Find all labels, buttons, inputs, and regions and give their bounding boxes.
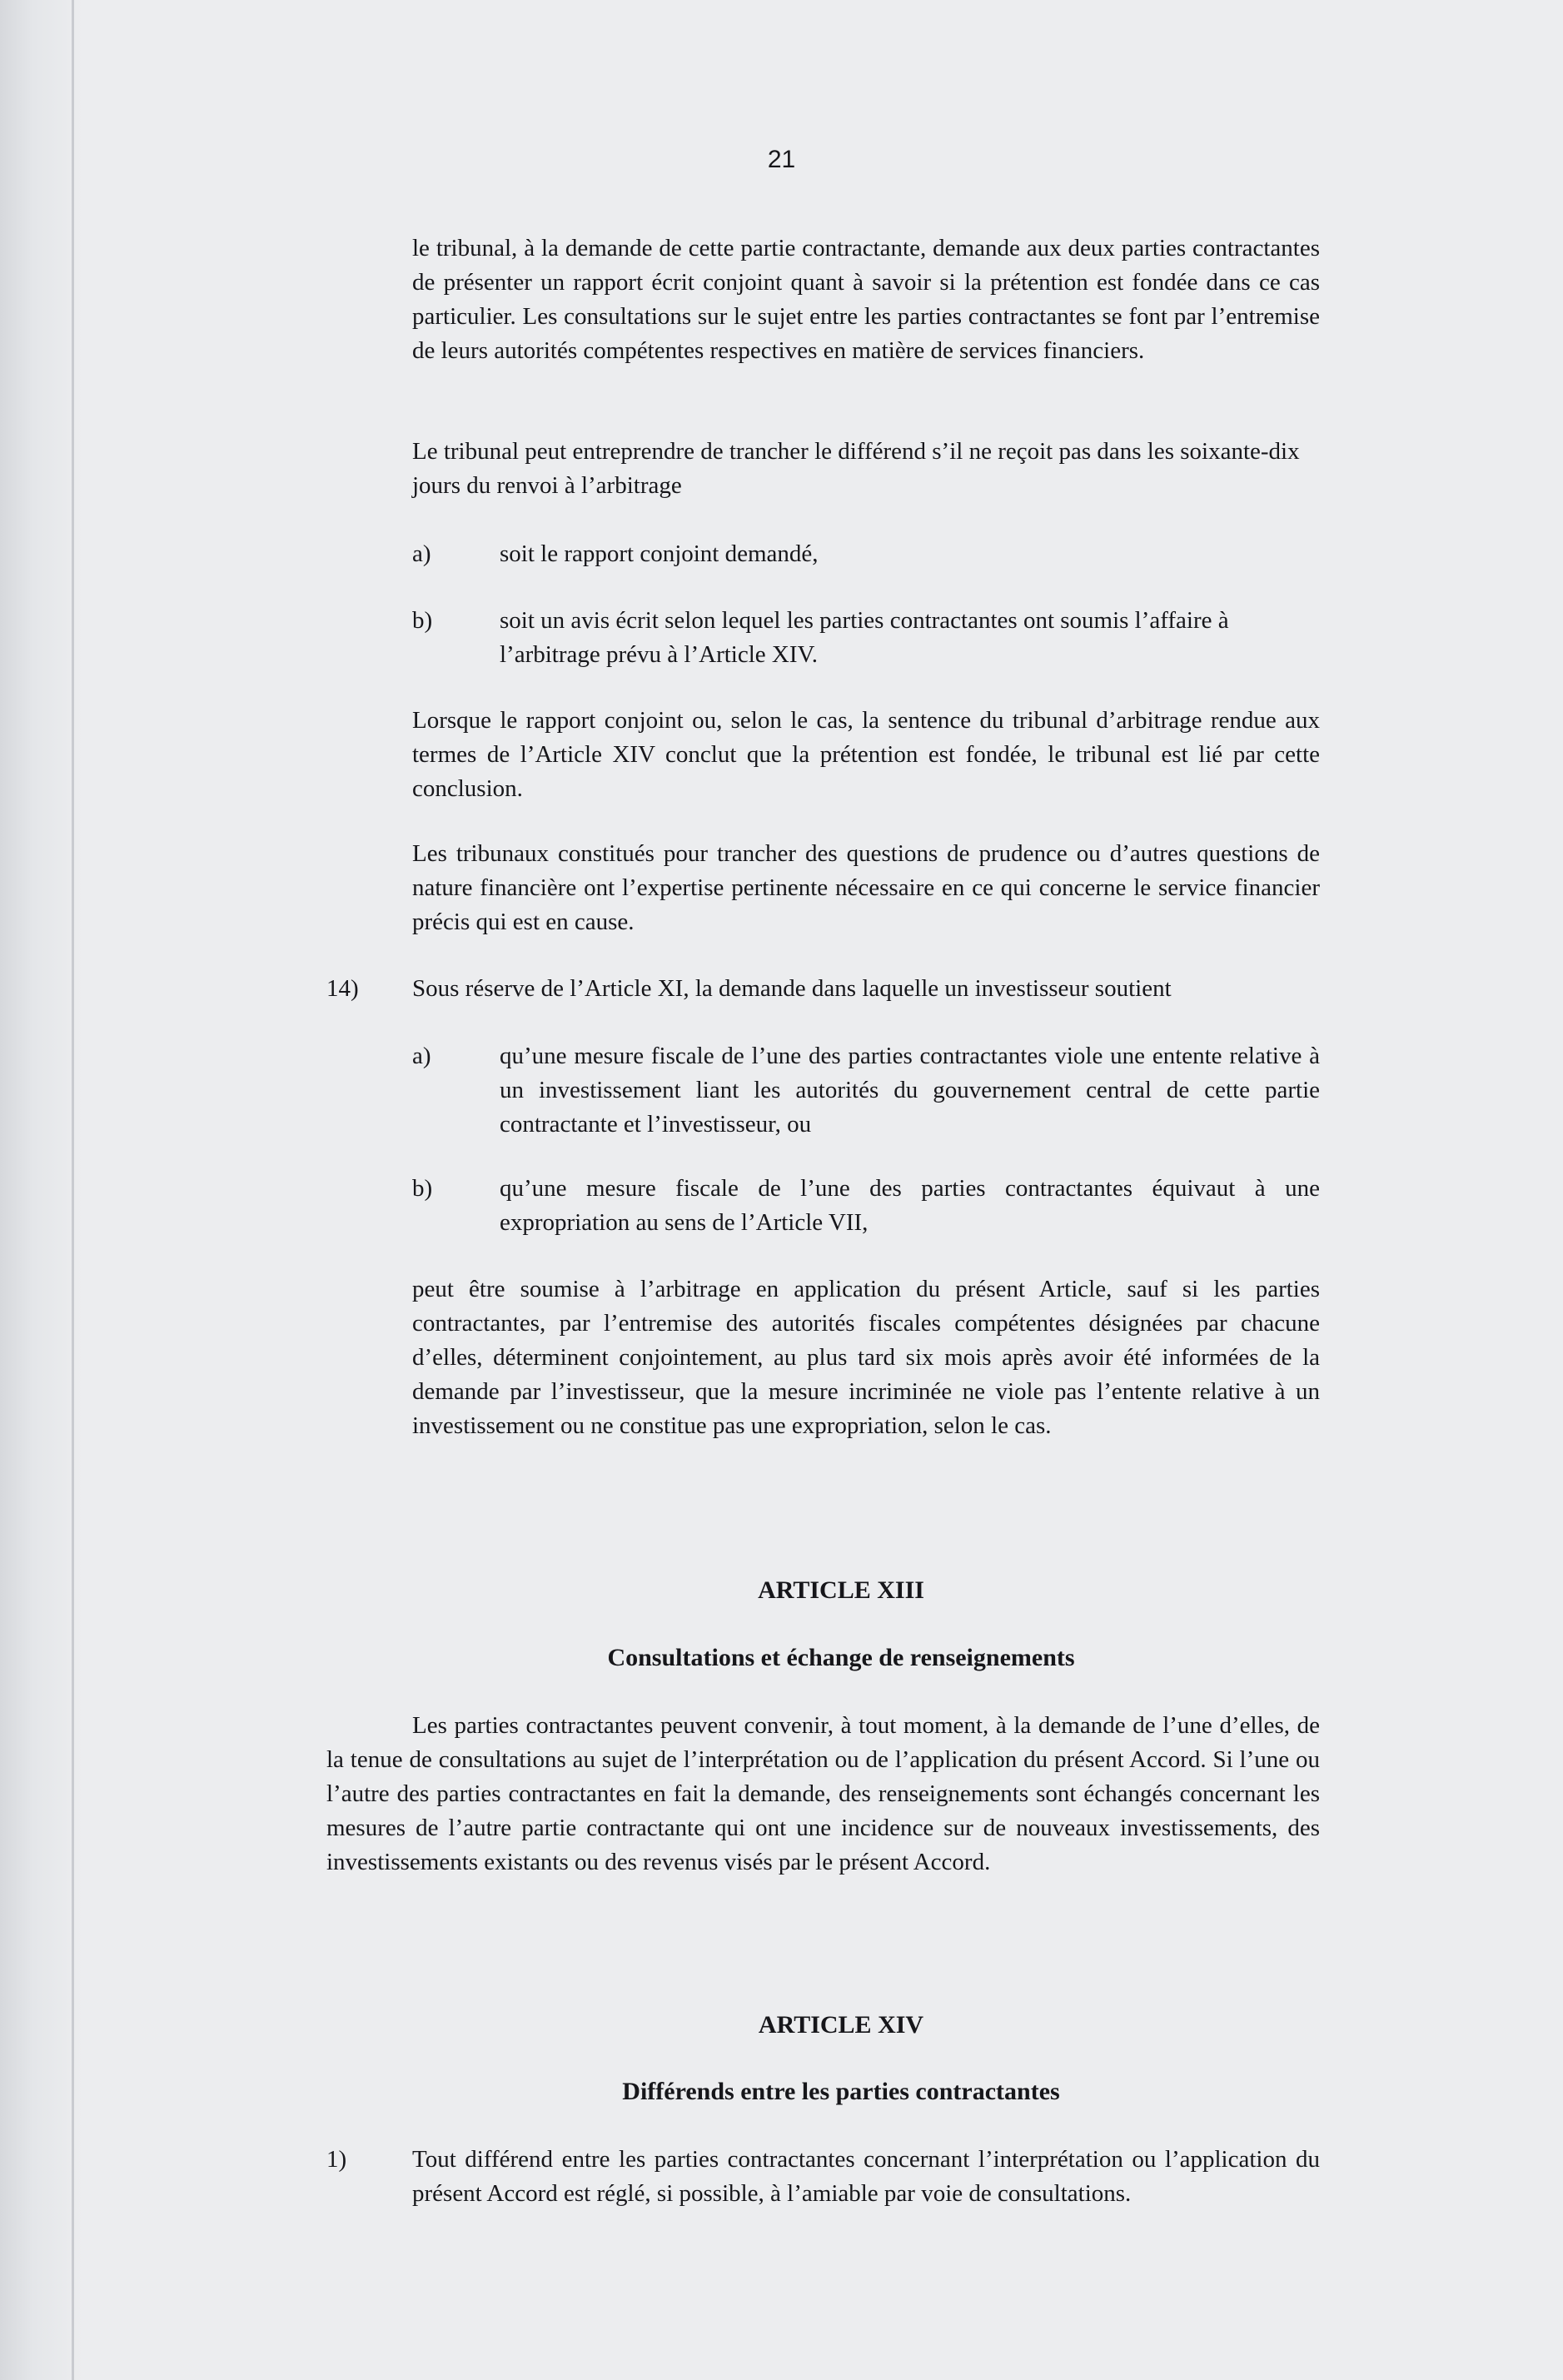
item-label-b: b) [412, 607, 433, 634]
paragraph-tribunal-expertise: Les tribunaux constitués pour trancher des questions de prudence ou d’autres questions de nature financière ont l’expertise pertinente nécessaire en ce qui concerne le service financier précis qui est en cause. [412, 840, 1320, 935]
item-text-joint-report: soit le rapport conjoint demandé, [500, 540, 819, 567]
item-label-a: a) [412, 540, 431, 567]
article-14-heading: ARTICLE XIV [758, 2011, 924, 2039]
article-14-subheading: Différends entre les parties contractantes [622, 2078, 1060, 2105]
paragraph-arbitration-submission: peut être soumise à l’arbitrage en application du présent Article, sauf si les parties contractantes, par l’entremise des autorités fiscales compétentes désignées par chacune d’elles, déterminent conjointement, au plus tard six mois après avoir été informées de la demande par l’investisseur, que la mesure incriminée ne viole pas l’entente relative à un investissement ou ne constitue pas une expropriation, selon le cas. [412, 1276, 1320, 1439]
article-13-heading: ARTICLE XIII [758, 1576, 924, 1604]
item-label-14b: b) [412, 1175, 433, 1202]
paragraph-tribunal-may-decide: Le tribunal peut entreprendre de trancher le différend s’il ne reçoit pas dans les soixante-dix jours du renvoi à l’arbitrage [412, 438, 1300, 499]
item-text-written-notice: soit un avis écrit selon lequel les parties contractantes ont soumis l’affaire à l’arbitrage prévu à l’Article XIV. [500, 607, 1229, 668]
item-text-tax-measure-agreement: qu’une mesure fiscale de l’une des parties contractantes viole une entente relative à un investissement liant les autorités du gouvernement central de cette partie contractante et l’investisseur, ou [500, 1043, 1320, 1138]
item-text-investor-claim: Sous réserve de l’Article XI, la demande dans laquelle un investisseur soutient [412, 975, 1172, 1002]
article-14-item-text-1: Tout différend entre les parties contractantes concernant l’interprétation ou l’application du présent Accord est réglé, si possible, à l’amiable par voie de consultations. [412, 2146, 1320, 2207]
article-14-item-label-1: 1) [326, 2146, 347, 2173]
article-13-subheading: Consultations et échange de renseignements [607, 1644, 1075, 1671]
paragraph-joint-report-binding: Lorsque le rapport conjoint ou, selon le cas, la sentence du tribunal d’arbitrage rendue aux termes de l’Article XIV conclut que la prétention est fondée, le tribunal est lié par cette conclusion. [412, 707, 1320, 802]
paragraph-tribunal-request: le tribunal, à la demande de cette partie contractante, demande aux deux parties contractantes de présenter un rapport écrit conjoint quant à savoir si la prétention est fondée dans ce cas particulier. Les consultations sur le sujet entre les parties contractantes se font par l’entremise de leurs autorités compétentes respectives en matière de services financiers. [412, 235, 1320, 364]
item-label-14: 14) [326, 975, 359, 1002]
item-label-14a: a) [412, 1043, 431, 1069]
article-13-paragraph: Les parties contractantes peuvent convenir, à tout moment, à la demande de l’une d’elles, de la tenue de consultations au sujet de l’interprétation ou de l’application du présent Accord. Si l’une ou l’autre des parties contractantes en fait la demande, des renseignements sont échangés concernant les mesures de l’autre partie contractante qui ont une incidence sur de nouveaux investissements, des investissements existants ou des revenus visés par le présent Accord. [326, 1712, 1320, 1875]
page-number: 21 [767, 146, 796, 173]
item-text-tax-measure-expropriation: qu’une mesure fiscale de l’une des parties contractantes équivaut à une expropriation au sens de l’Article VII, [500, 1175, 1320, 1236]
